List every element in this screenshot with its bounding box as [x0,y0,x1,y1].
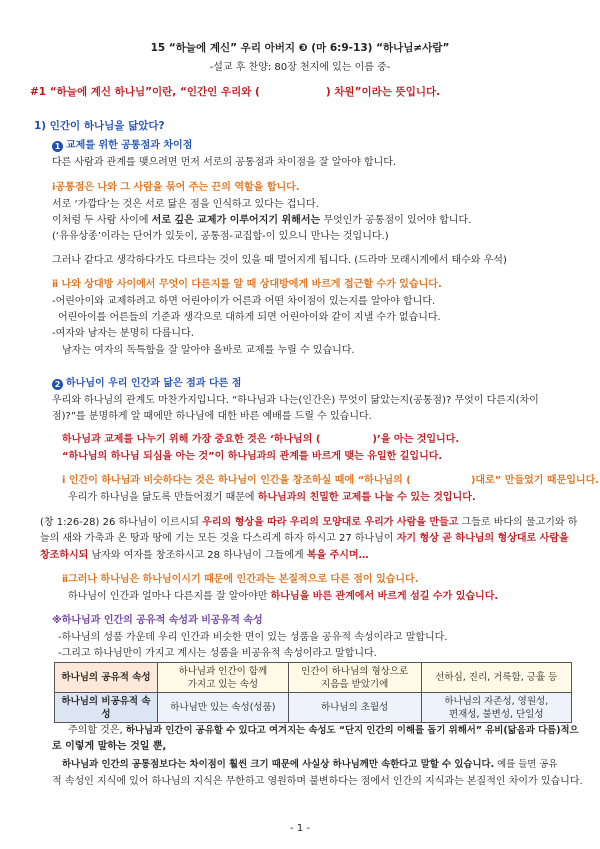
paragraph: 다른 사람과 관계를 맺으려면 먼저 서로의 공통점과 차이점을 잘 알아야 합니다. [52,157,397,168]
paragraph [52,214,471,227]
subsection-1-label: 교제를 위한 공통점과 차이점 [66,140,193,151]
subsection-2-label: 하나님이 우리 인간과 닮은 점과 다른 점 [66,378,242,389]
text-run: ⅰ 인간이 하나님과 비슷하다는 것은 하나님이 인간을 창조하실 때에 “하나님의 ( [62,475,411,486]
text-run: 하나님이 인간과 얼마나 다른지를 잘 알아야만 [68,591,271,602]
note-line: 로 이렇게 말하는 것일 뿐, [52,741,167,752]
text-emphasis: 복을 주시며… [306,550,369,561]
paragraph: -어린아이와 교제하려고 하면 어린아이가 어른과 어떤 차이점이 있는지를 알아야 합니다. [52,296,436,307]
table-cell: 선하심, 진리, 거룩함, 긍휼 등 [421,663,571,693]
paragraph: 그러나 같다고 생각하다가도 다르다는 것이 있을 때 멀어지게 됩니다. (드라마 모래시계에서 태수와 우석) [52,255,507,266]
text-emphasis: 하나님과 인간이 공유할 수 있다고 여겨지는 속성도 “단지 인간의 이해를 돕기 위해서” 유비(닮음과 다름)적으 [125,725,579,736]
paragraph [68,590,498,603]
table-cell [158,663,289,693]
table-cell: 하나님만 있는 속성(성품) [158,693,289,723]
text-emphasis: 자기 형상 곧 하나님의 형상대로 사람을 [396,533,569,544]
text-emphasis: 하나님을 바른 관계에서 바르게 섬길 수가 있습니다. [270,591,499,602]
key-statement: “하나님의 하나님 되심을 아는 것”이 하나님과의 관계를 바르게 맺는 유일한 길입니다. [62,451,443,462]
paragraph: 점)?”를 분명하게 알 때에만 하나님에 대한 바른 예배를 드릴 수 있습니다. [52,411,372,422]
attributes-table [54,662,572,723]
attributes-title: ※하나님과 인간의 공유적 속성과 비공유적 속성 [52,615,263,626]
text-run: 늘의 새와 가축과 온 땅과 땅에 기는 모든 것을 다스리게 하자 하시고 27 하나님이 [40,533,397,544]
paragraph: 서로 ‘가깝다’는 것은 서로 닮은 점을 인식하고 있다는 겁니다. [52,199,319,210]
main-heading-part2: ) 차원”이라는 뜻입니다. [325,86,441,98]
text-run: )대로” 만들었기 때문입니다. [470,475,600,486]
paragraph: -그리고 하나님만이 가지고 계시는 성품을 비공유적 속성이라고 말합니다. [58,648,377,659]
key-statement [62,433,459,446]
text-run: 이처럼 두 사람 사이에 [52,215,152,226]
text-run: 주의할 것은, [68,725,126,736]
main-heading-part1: #1 “하늘에 계신 하나님”이란, “인간인 우리와 ( [30,86,260,98]
subsection-2-title [52,377,241,390]
cell-line: 하나님의 자존성, 영원성, [444,695,549,707]
page-title: 15 “하늘에 계신” 우리 아버지 ❸ (마 6:9-13) “하나님≠사람” [150,42,450,54]
note-line [62,758,557,771]
text-run: 예를 들면 공유 [494,759,558,770]
page-number: - 1 - [290,823,310,834]
paragraph: (‘유유상종’이라는 단어가 있듯이, 공통점-교집합-이 있으니 만나는 것입니다.) [52,231,389,242]
paragraph: 어린아이를 어른들의 기준과 생각으로 대하게 되면 어린아이와 같이 지낼 수가 없습니다. [58,312,441,323]
subsection-1-title [52,139,192,152]
point-i [62,474,599,487]
verse-line [40,516,577,529]
number-2-icon: 2 [52,379,63,390]
section-title: 1) 인간이 하나님을 닮았다? [34,120,165,132]
text-emphasis: 하나님과 인간의 공통점보다는 차이점이 훨씬 크기 때문에 사실상 하나님께만 속한다고 말할 수 있습니다. [62,759,495,770]
text-run: (창 1:26-28) 26 하나님이 이르시되 [40,517,203,528]
point-ii: ⅱ 나와 상대방 사이에서 무엇이 다른지를 알 때 상대방에게 바르게 접근할 수가 있습니다. [52,279,442,290]
cell-line: 가지고 있는 속성 [187,678,259,690]
text-run: 그들로 바다의 물고기와 하 [458,517,578,528]
table-row [55,663,572,693]
table-header-cell: 하나님의 비공유적 속성 [55,693,158,723]
text-emphasis: 우리의 형상을 따라 우리의 모양대로 우리가 사람을 만들고 [202,517,459,528]
point-i: ⅰ공통점은 나와 그 사람을 묶어 주는 끈의 역할을 합니다. [52,182,300,193]
note-line [68,724,579,737]
point-ii: ⅱ그러나 하나님은 하나님이시기 때문에 인간과는 본질적으로 다른 점이 있습니다. [62,574,419,585]
cell-line: 하나님과 인간이 함께 [178,665,268,677]
paragraph: 남자는 여자의 독특함을 잘 알아야 올바로 교제를 누릴 수 있습니다. [62,345,355,356]
text-run: 무엇인가 공통점이 있어야 합니다. [320,215,472,226]
paragraph: 우리와 하나님의 관계도 마찬가지입니다. “하나님과 나는(인간은) 무엇이 닮았는지(공통점)? 무엇이 다른지(차이 [52,395,539,406]
text-emphasis: 서로 깊은 교제가 이루어지기 위해서는 [151,215,321,226]
verse-line [40,549,369,562]
verse-line [40,532,569,545]
number-1-icon: 1 [52,141,63,152]
table-header-cell: 하나님의 공유적 속성 [55,663,158,693]
cell-line: 지음을 받았기에 [321,678,389,690]
cell-line: 인간이 하나님의 형상으로 [301,665,409,677]
text-run: 남자와 여자를 창조하시고 28 하나님이 그들에게 [88,550,307,561]
text-run: 우리가 하나님을 닮도록 만들어졌기 때문에 [68,492,258,503]
paragraph: -하나님의 성품 가운데 우리 인간과 비슷한 면이 있는 성품을 공유적 속성이라고 말합니다. [58,632,448,643]
text-run: 하나님과 교제를 나누기 위해 가장 중요한 것은 ‘하나님의 ( [62,434,321,445]
table-row [55,693,572,723]
table-cell [288,663,421,693]
table-cell: 하나님의 초월성 [288,693,421,723]
text-run: )’을 아는 것입니다. [372,434,460,445]
paragraph [68,491,476,504]
paragraph: -여자와 남자는 분명히 다릅니다. [52,328,194,339]
text-emphasis: 창조하시되 [40,550,89,561]
text-emphasis: 하나님과의 친밀한 교제를 나눌 수 있는 것입니다. [257,492,476,503]
note-line: 적 속성인 지식에 있어 하나님의 지식은 무한하고 영원하며 불변하다는 점에서 인간의 지식과는 본질적인 차이가 있습니다. [52,776,583,787]
page-subtitle: -설교 후 찬양: 80장 천지에 있는 이름 중- [209,62,391,73]
table-cell [421,693,571,723]
main-heading [30,84,440,99]
cell-line: 편재성, 불변성, 단일성 [448,708,544,720]
